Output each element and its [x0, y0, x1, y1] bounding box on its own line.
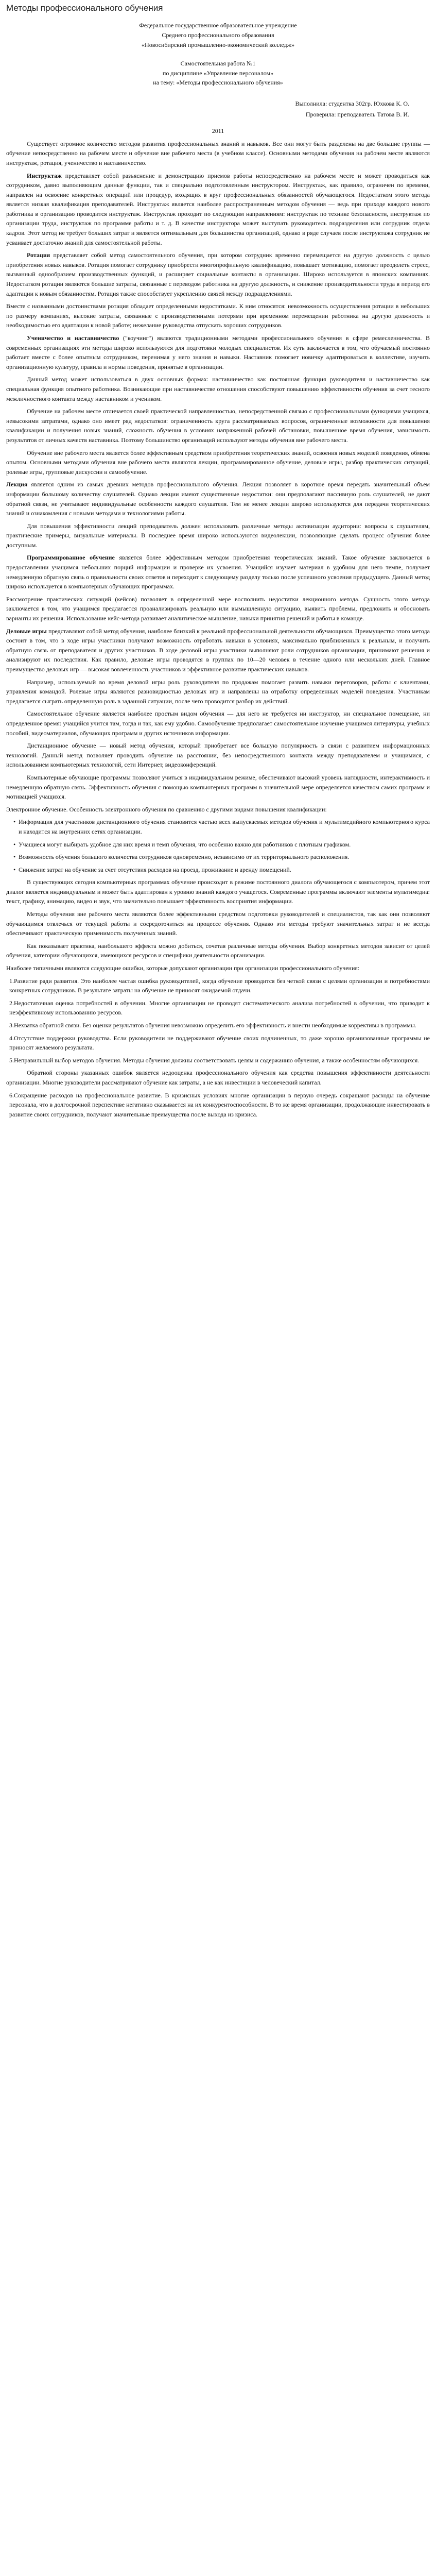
- paragraph: Существует огромное количество методов развития профессиональных знаний и навыков. Все они могут быть разделены на две большие группы — обучение непосредственно на рабочем месте и обучение вне рабочего места (в учебном классе). Основными методами обучения на рабочем месте являются инструктаж, ротация, ученичество и наставничество.: [6, 140, 430, 166]
- paragraph-text: ("коучинг") являются традиционными методами профессионального обучения в сфере ремесленничества. В современных организациях эти методы широко используются для подготовки молодых специалистов. Их суть заключается в том, что обучаемый постоянно работает вместе с более опытным сотрудником, перенимая у него знания и навыки. Наставник помогает новичку адаптироваться в коллективе, изучить организационную культуру, правила и нормы поведения, принятые в организации.: [6, 334, 430, 370]
- bullet-icon: •: [13, 866, 16, 873]
- student-line: Выполнила: студентка 302гр. Юхкова К. О.: [295, 99, 409, 107]
- paragraph: Вместе с названными достоинствами ротация обладает определенными недостатками. К ним относятся: невозможность осуществления ротации в небольших по размеру компаниях, высокие затраты, связанные с производственными потерями при временном перемещении работника на другую должность и необходимостью его адаптации к новой работе; нежелание руководства отпускать хороших сотрудников.: [6, 302, 430, 329]
- paragraph: [6, 171, 430, 248]
- list-item: 1.Развитие ради развития. Это наиболее частая ошибка руководителей, когда обучение проводится без четкой связи с целями организации и потребностями конкретных сотрудников. В результате затраты на обучение не приносят ожидаемой отдачи.: [9, 977, 430, 994]
- list-item: • Снижение затрат на обучение за счет отсутствия расходов на проезд, проживание и аренду помещений.: [6, 865, 430, 875]
- work-type: Самостоятельная работа №1: [180, 60, 256, 67]
- education-level-line: Среднего профессионального образования: [162, 31, 274, 39]
- paragraph: Например, используемый во время деловой игры роль руководителя по продажам помогает развить навыки переговоров, работы с клиентами, управления командой. Ролевые игры являются разновидностью деловых игр и направлены на отработку определенных моделей поведения. Участникам предлагается сыграть определенную роль в заданной ситуации, после чего проводится разбор их действий.: [6, 678, 430, 705]
- term-bold: Программированное обучение: [27, 554, 115, 562]
- paragraph-text: представляет собой метод самостоятельного обучения, при котором сотрудник временно перемещается на другую должность с целью приобретения новых навыков. Ротация помогает сотруднику приобрести многопрофильную квалификацию, повышает мотивацию, помогает преодолеть стресс, вызванный однообразием производственных функций, и расширяет социальные контакты в организации. Широко используется в японских компаниях. Недостатком ротации являются большие затраты, связанные с переводом работника на другую должность, и снижение производительности труда в период его адаптации к новым обязанностям. Ротация также способствует укреплению связей между подразделениями.: [6, 251, 430, 297]
- college-name: «Новосибирский промышленно-экономический колледж»: [142, 41, 294, 48]
- paragraph: [6, 333, 430, 371]
- paragraph: Данный метод может использоваться в двух основных формах: наставничество как постоянная функция руководителя и наставничество как специальная функция опытного работника. Возникающие при наставничестве отношения способствуют повышению эффективности обучения за счет тесного межличностного контакта между наставником и учеником.: [6, 376, 430, 402]
- paragraph: Для повышения эффективности лекций преподаватель должен использовать различные методы активизации аудитории: вопросы к слушателям, практические примеры, визуальные материалы. В последнее время широко используются видеолекции, позволяющие сделать процесс обучения более доступным.: [6, 522, 430, 549]
- document-page: [0, 0, 436, 1132]
- paragraph: Самостоятельное обучение является наиболее простым видом обучения — для него не требуется ни инструктор, ни специальное помещение, ни определенное время: учащийся учится там, тогда и так, как ему удобно. Самообучение предполагает самостоятельное изучение учащимся литературы, учебных пособий, видеоматериалов, обучающих программ и других источников информации.: [6, 710, 430, 737]
- paragraph-text: является одним из самых древних методов профессионального обучения. Лекция позволяет в короткое время передать значительный объем информации большому количеству слушателей. Однако лекции имеют существенные недостатки: они предполагают пассивную роль слушателей, не дают обратной связи, не учитывают индивидуальные особенности каждого слушателя. Тем не менее лекции широко используются для передачи теоретических знаний и ознакомления с новыми методами и технологиями работы.: [6, 481, 430, 517]
- agency-line: Федеральное государственное образовательное учреждение: [139, 22, 297, 29]
- work-title-block: [6, 59, 430, 88]
- paragraph: Электронное обучение. Особенность электронного обучения по сравнению с другими видами повышения квалификации:: [6, 805, 327, 813]
- numbered-list: [6, 976, 430, 1065]
- paragraph: Рассмотрение практических ситуаций (кейсов) позволяет в определенной мере восполнить недостатки лекционного метода. Сущность этого метода заключается в том, что учащимся предлагается проанализировать реальную или вымышленную ситуацию, выявить проблемы, предложить и обосновать варианты их решения. Использование кейс-метода развивает аналитическое мышление, навыки принятия решений и работы в команде.: [6, 595, 430, 622]
- paragraph: Дистанционное обучение — новый метод обучения, который приобретает все большую популярность в связи с развитием информационных технологий. Данный метод позволяет проводить обучение на расстоянии, без непосредственного контакта между преподавателем и учащимися, с использованием компьютерных технологий, сети Интернет, видеоконференций.: [6, 742, 430, 769]
- list-item: 4.Отсутствие поддержки руководства. Если руководители не поддерживают обучение своих подчиненных, то даже хорошо организованные программы не приносят желаемого результата.: [9, 1034, 430, 1052]
- paragraph: Как показывает практика, наибольшего эффекта можно добиться, сочетая различные методы обучения. Выбор конкретных методов зависит от целей обучения, категории обучающихся, имеющихся ресурсов и специфики деятельности организации.: [6, 942, 430, 959]
- term-bold: Деловые игры: [6, 627, 47, 635]
- term-bold: Ученичество и наставничество: [27, 334, 119, 342]
- paragraph-text: представляет собой разъяснение и демонстрацию приемов работы непосредственно на рабочем месте и может проводиться как сотрудником, давно выполняющим данные функции, так и специально подготовленным инструктором. Инструктаж, как правило, ограничен по времени, направлен на освоение конкретных операций или процедур, входящих в круг профессиональных обязанностей обучающегося. Недостатком этого метода является низкая квалификация преподавателей. Инструктаж является наиболее распространенным методом обучения — ведь при приходе каждого нового работника в организацию проводится инструктаж. Инструктаж проходит по следующим направлениям: инструктаж по технике безопасности, инструктаж по организации труда, инструктаж по программе работы и т. д. В качестве инструктора может выступать руководитель подразделения или сотрудник отдела кадров. Этот метод не требует больших затрат и является оптимальным для большинства организаций, однако в ряде случаев после инструктажа сотрудник не усваивает достаточно знаний для самостоятельной работы.: [6, 172, 430, 246]
- term-bold: Инструктаж: [27, 172, 62, 179]
- paragraph-text: представляют собой метод обучения, наиболее близкий к реальной профессиональной деятельности обучающихся. Преимущество этого метода состоит в том, что в ходе игры участники получают возможность отработать навыки в условиях, максимально приближенных к реальным, и получить обратную связь от преподавателя и других участников. В ходе деловой игры участники выполняют роли сотрудников организации, принимают решения и анализируют их последствия. Как правило, деловые игры проводятся в группах по 10—20 человек в течение одного или нескольких дней. Главное преимущество деловых игр — высокая вовлеченность участников и эффективное развитие практических навыков.: [6, 627, 430, 673]
- work-discipline: по дисциплине «Управление персоналом»: [162, 69, 274, 77]
- document-body: [6, 139, 430, 1120]
- institution-header: [6, 21, 430, 49]
- paragraph: [6, 553, 430, 591]
- bullet-icon: •: [13, 840, 16, 848]
- list-item: 3.Нехватка обратной связи. Без оценки результатов обучения невозможно определить его эффективность и внести необходимые коррективы в программы.: [9, 1022, 416, 1029]
- bullet-icon: •: [13, 818, 16, 826]
- work-topic: на тему: «Методы профессионального обучения»: [153, 79, 283, 87]
- list-item: 5.Неправильный выбор методов обучения. Методы обучения должны соответствовать целям и содержанию обучения, а также особенностям обучающихся.: [9, 1056, 420, 1064]
- paragraph: Обратной стороны указанных ошибок является недооценка профессионального обучения как средства повышения эффективности деятельности организации. Многие руководители рассматривают обучение как затраты, а не как инвестиции в человеческий капитал.: [6, 1069, 430, 1086]
- year: 2011: [212, 127, 224, 135]
- teacher-line: Проверила: преподаватель Татова В. И.: [305, 110, 409, 118]
- paragraph: Методы обучения вне рабочего места являются более эффективными средством подготовки руководителей и специалистов, так как они позволяют обучающимся отвлечься от текущей работы и сосредоточиться на процессе обучения. Однако эти методы требуют значительных затрат и не всегда обеспечивают практическую применимость полученных знаний.: [6, 910, 430, 937]
- paragraph: Обучение на рабочем месте отличается своей практической направленностью, непосредственной связью с профессиональными функциями учащихся, невысокими затратами, однако оно имеет ряд недостатков: ограниченность круга рассматриваемых вопросов, ограниченные возможности для повышения квалификации и получения новых знаний, сложность обучения в условиях напряженной рабочей обстановки, повышенное время обучения, зависимость результатов от личных качеств наставника. Поэтому большинство организаций используют методы обучения вне рабочего места.: [6, 408, 430, 444]
- list-item: 2.Недостаточная оценка потребностей в обучении. Многие организации не проводят систематического анализа потребностей в обучении, что приводит к неэффективному использованию ресурсов.: [9, 999, 430, 1016]
- paragraph: [6, 626, 430, 674]
- paragraph: Обучение вне рабочего места является более эффективным средством приобретения теоретических знаний, освоения новых моделей поведения, обмена опытом. Основными методами обучения вне рабочего места являются лекции, программированное обучение, деловые игры, разбор практических ситуаций, ролевые игры, групповые дискуссии и самообучение.: [6, 449, 430, 476]
- paragraph: Наиболее типичными являются следующие ошибки, которые допускают организации при организации профессионального обучения:: [6, 964, 360, 972]
- paragraph: В существующих сегодня компьютерных программах обучение происходит в режиме постоянного диалога обучающегося с компьютером, причем этот диалог является индивидуальным и может быть адаптирован к уровню знаний каждого учащегося. Современные программы включают элементы мультимедиа: текст, графику, анимацию, видео и звук, что значительно повышает эффективность восприятия информации.: [6, 878, 430, 905]
- list-item: • Возможность обучения большого количества сотрудников одновременно, независимо от их территориального расположения.: [6, 852, 430, 862]
- paragraph: [6, 250, 430, 298]
- bullet-icon: •: [13, 853, 16, 861]
- bullet-list: [6, 817, 430, 874]
- list-item: • Информация для участников дистанционного обучения становится частью всех выпускаемых методов обучения и мультимедийного компьютерного курса и находится на внутренних сетях организации.: [13, 818, 430, 835]
- author-block: [6, 99, 430, 119]
- paragraph-text: является более эффективным методом приобретения теоретических знаний. Такое обучение заключается в предоставлении учащимся небольших порций информации и проверке их усвоения. Учащийся изучает материал в удобном для него темпе, получает немедленную обратную связь о правильности своих ответов и переходит к следующему разделу только после успешного усвоения предыдущего. Данный метод широко используется в компьютерных обучающих программах.: [6, 554, 430, 590]
- paragraph: Компьютерные обучающие программы позволяют учиться в индивидуальном режиме, обеспечивают высокий уровень наглядности, интерактивность и немедленную обратную связь. Эффективность обучения с помощью компьютерных программ в значительной мере определяется качеством самих программ и мотивацией учащихся.: [6, 773, 430, 801]
- list-item: • Учащиеся могут выбирать удобное для них время и темп обучения, что особенно важно для работников с плотным графиком.: [6, 840, 430, 850]
- list-item: 6.Сокращение расходов на профессиональное развитие. В кризисных условиях многие организации в первую очередь сокращают расходы на обучение персонала, что в долгосрочной перспективе негативно сказывается на их конкурентоспособности. В то же время организации, продолжающие инвестировать в развитие своих сотрудников, получают значительные преимущества после выхода из кризиса.: [9, 1091, 430, 1118]
- paragraph: [6, 480, 430, 518]
- term-bold: Лекция: [6, 481, 28, 488]
- page-title: Методы профессионального обучения: [6, 3, 163, 13]
- term-bold: Ротация: [27, 251, 50, 259]
